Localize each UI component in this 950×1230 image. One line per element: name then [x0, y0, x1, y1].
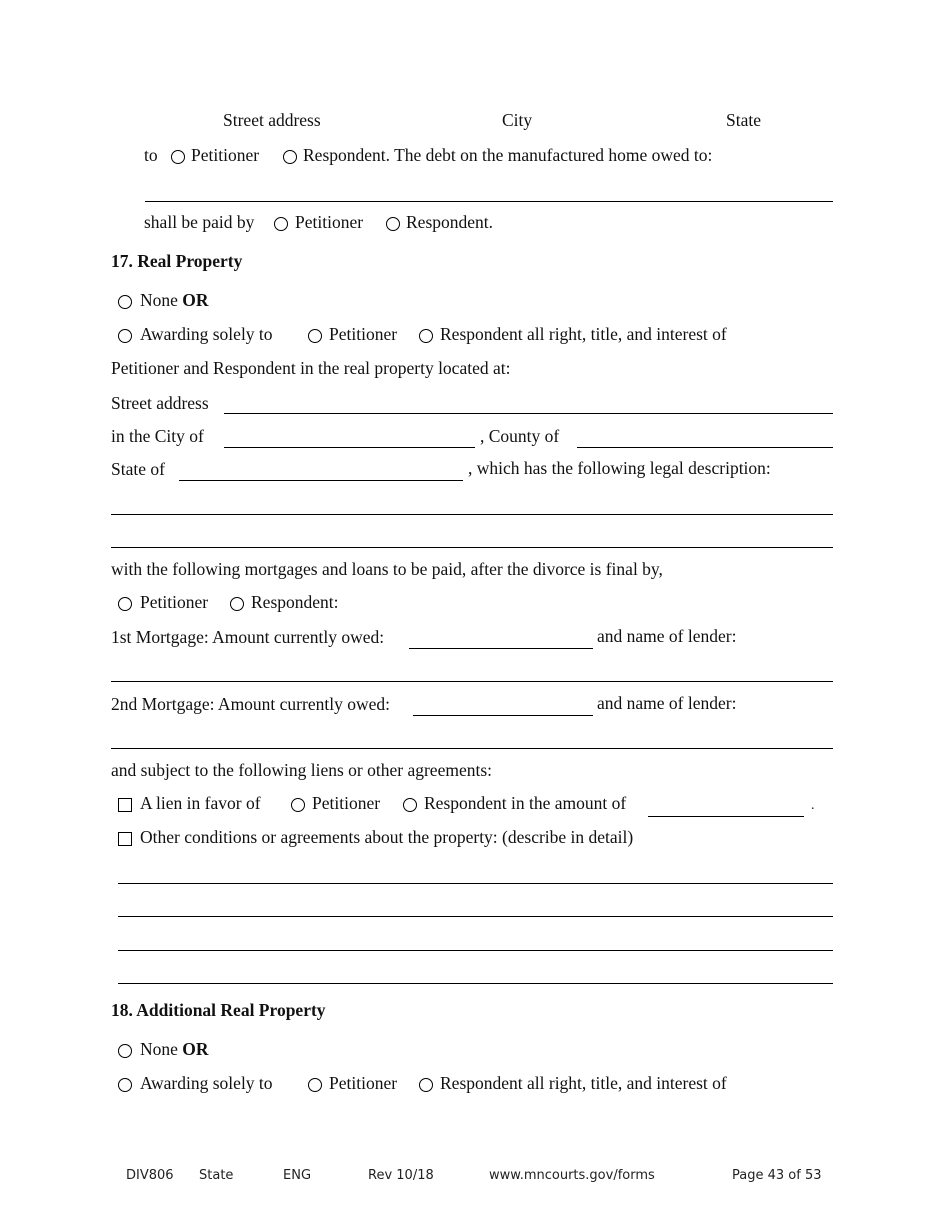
home-respondent-debt-label: Respondent. The debt on the manufactured home owed to:: [303, 145, 713, 165]
liens-intro: and subject to the following liens or other agreements:: [111, 760, 493, 780]
lien-checkbox[interactable]: [118, 798, 132, 812]
s17-awarding-label: Awarding solely to: [140, 324, 273, 344]
paid-respondent-label: Respondent.: [406, 212, 494, 232]
lien-petitioner-label: Petitioner: [312, 793, 381, 813]
second-lender-label: and name of lender:: [597, 693, 737, 713]
first-lender-field[interactable]: [111, 681, 833, 682]
s18-respondent-label: Respondent all right, title, and interest of: [440, 1073, 727, 1093]
s17-none-radio[interactable]: [118, 295, 132, 309]
s17-respondent-label: Respondent all right, title, and interest of: [440, 324, 727, 344]
first-mortgage-amount-field[interactable]: [409, 648, 593, 649]
county-of-field[interactable]: [577, 447, 833, 448]
lien-respondent-label: Respondent in the amount of: [424, 793, 627, 813]
home-respondent-radio[interactable]: [283, 150, 297, 164]
city-of-label: in the City of: [111, 426, 204, 446]
s17-respondent-radio[interactable]: [419, 329, 433, 343]
s18-petitioner-radio[interactable]: [308, 1078, 322, 1092]
mortgage-petitioner-label: Petitioner: [140, 592, 209, 612]
second-mortgage-label: 2nd Mortgage: Amount currently owed:: [111, 694, 390, 714]
lien-favor-label: A lien in favor of: [140, 793, 261, 813]
lien-period: .: [811, 798, 815, 813]
footer-form-id: DIV806: [126, 1168, 174, 1183]
paid-by-label: shall be paid by: [144, 212, 255, 232]
section-18-heading: 18. Additional Real Property: [111, 1000, 326, 1020]
legal-description-line-2[interactable]: [111, 547, 833, 548]
mortgage-respondent-radio[interactable]: [230, 597, 244, 611]
s18-awarding-radio[interactable]: [118, 1078, 132, 1092]
first-mortgage-label: 1st Mortgage: Amount currently owed:: [111, 627, 385, 647]
other-conditions-line-2[interactable]: [118, 916, 833, 917]
other-conditions-line-1[interactable]: [118, 883, 833, 884]
legal-description-label: , which has the following legal description:: [468, 458, 771, 478]
home-petitioner-label: Petitioner: [191, 145, 260, 165]
property-intro: Petitioner and Respondent in the real property located at:: [111, 358, 511, 378]
city-of-field[interactable]: [224, 447, 475, 448]
footer-language: ENG: [283, 1168, 312, 1183]
mortgage-petitioner-radio[interactable]: [118, 597, 132, 611]
lien-amount-field[interactable]: [648, 816, 804, 817]
lien-respondent-radio[interactable]: [403, 798, 417, 812]
s17-none-label: None OR: [140, 290, 209, 310]
s18-none-radio[interactable]: [118, 1044, 132, 1058]
paid-petitioner-label: Petitioner: [295, 212, 364, 232]
footer-page-number: Page 43 of 53: [732, 1168, 822, 1183]
street-address-label: Street address: [223, 110, 321, 130]
first-lender-label: and name of lender:: [597, 626, 737, 646]
footer-state: State: [199, 1168, 234, 1183]
to-label: to: [144, 145, 158, 165]
second-mortgage-amount-field[interactable]: [413, 715, 593, 716]
state-of-label: State of: [111, 459, 165, 479]
section-17-heading: 17. Real Property: [111, 251, 243, 271]
s18-respondent-radio[interactable]: [419, 1078, 433, 1092]
other-conditions-checkbox[interactable]: [118, 832, 132, 846]
legal-description-line-1[interactable]: [111, 514, 833, 515]
s17-petitioner-label: Petitioner: [329, 324, 398, 344]
state-label: State: [726, 110, 761, 130]
footer-url: www.mncourts.gov/forms: [489, 1168, 655, 1183]
s17-street-address-field[interactable]: [224, 413, 833, 414]
home-petitioner-radio[interactable]: [171, 150, 185, 164]
other-conditions-line-3[interactable]: [118, 950, 833, 951]
footer-revision: Rev 10/18: [368, 1168, 434, 1183]
other-conditions-label: Other conditions or agreements about the property: (describe in detail): [140, 827, 634, 847]
mortgage-respondent-label: Respondent:: [251, 592, 339, 612]
county-of-label: , County of: [480, 426, 560, 446]
s17-petitioner-radio[interactable]: [308, 329, 322, 343]
second-lender-field[interactable]: [111, 748, 833, 749]
s17-awarding-radio[interactable]: [118, 329, 132, 343]
state-of-field[interactable]: [179, 480, 463, 481]
lien-petitioner-radio[interactable]: [291, 798, 305, 812]
s18-petitioner-label: Petitioner: [329, 1073, 398, 1093]
s18-none-label: None OR: [140, 1039, 209, 1059]
debt-owed-to-field[interactable]: [145, 201, 833, 202]
city-label: City: [502, 110, 533, 130]
mortgages-intro: with the following mortgages and loans to be paid, after the divorce is final by,: [111, 559, 663, 579]
paid-petitioner-radio[interactable]: [274, 217, 288, 231]
paid-respondent-radio[interactable]: [386, 217, 400, 231]
s18-awarding-label: Awarding solely to: [140, 1073, 273, 1093]
s17-street-address-label: Street address: [111, 393, 209, 413]
other-conditions-line-4[interactable]: [118, 983, 833, 984]
